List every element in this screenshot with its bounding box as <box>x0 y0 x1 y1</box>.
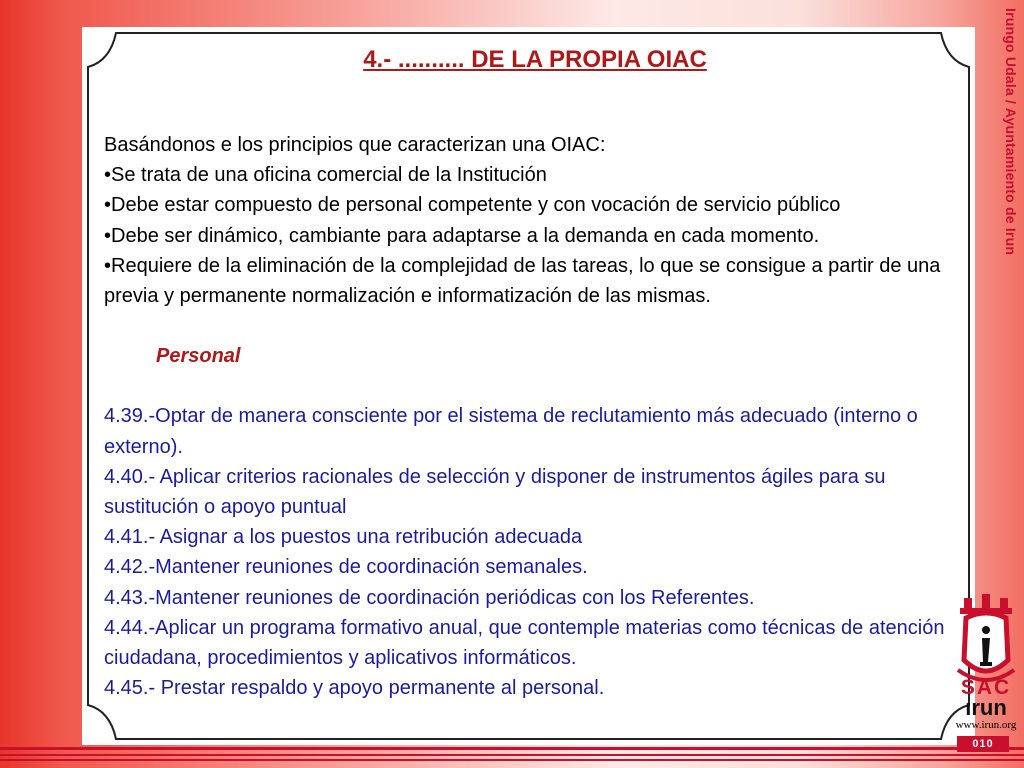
bullet-item: • Requiere de la eliminación de la complejidad de las tareas, lo que se consigue a partir de una previa y permanente normalización e informatización de las mismas. <box>104 251 966 311</box>
slide-card <box>82 27 975 745</box>
slide-content <box>104 45 966 703</box>
list-item: 4.40.- Aplicar criterios racionales de selección y disponer de instrumentos ágiles para su sustitución o apoyo puntual <box>104 465 886 519</box>
list-item: 4.44.-Aplicar un programa formativo anual, que contemple materias como técnicas de atención ciudadana, procedimientos y aplicativos informáticos. <box>104 616 945 670</box>
intro-text: Basándonos e los principios que caracterizan una OIAC: <box>104 134 606 156</box>
bullet-item: • Debe estar compuesto de personal competente y con vocación de servicio público <box>104 190 966 220</box>
bullet-item: • Se trata de una oficina comercial de la Institución <box>104 160 966 190</box>
list-item: 4.42.-Mantener reuniones de coordinación semanales. <box>104 556 588 579</box>
sac-label: SAC <box>960 676 1012 699</box>
sidebar-vertical-text: Irungo Udala / Ayuntamiento de Irun <box>1003 8 1019 256</box>
bottom-stripe <box>0 759 1024 761</box>
bottom-stripe <box>0 754 1024 756</box>
bullet-item: • Debe ser dinámico, cambiante para adaptarse a la demanda en cada momento. <box>104 221 966 251</box>
spacer <box>104 311 966 341</box>
irun-label: ırun <box>965 695 1007 720</box>
bottom-stripe <box>0 747 1024 750</box>
list-item: 4.43.-Mantener reuniones de coordinación periódicas con los Referentes. <box>104 586 755 609</box>
list-item: 4.45.- Prestar respaldo y apoyo permanente al personal. <box>104 677 605 700</box>
list-item: 4.39.-Optar de manera consciente por el sistema de reclutamiento más adecuado (interno o externo). <box>104 405 918 458</box>
website-link[interactable]: www.irun.org <box>955 719 1017 731</box>
list-item: 4.41.- Asignar a los puestos una retribución adecuada <box>104 526 583 549</box>
page-number: 010 <box>957 736 1009 752</box>
slide-title: 4.- .......... DE LA PROPIA OIAC <box>363 46 707 73</box>
slide-body <box>104 130 966 703</box>
spacer <box>104 371 966 401</box>
section-subheading: Personal <box>156 345 241 368</box>
